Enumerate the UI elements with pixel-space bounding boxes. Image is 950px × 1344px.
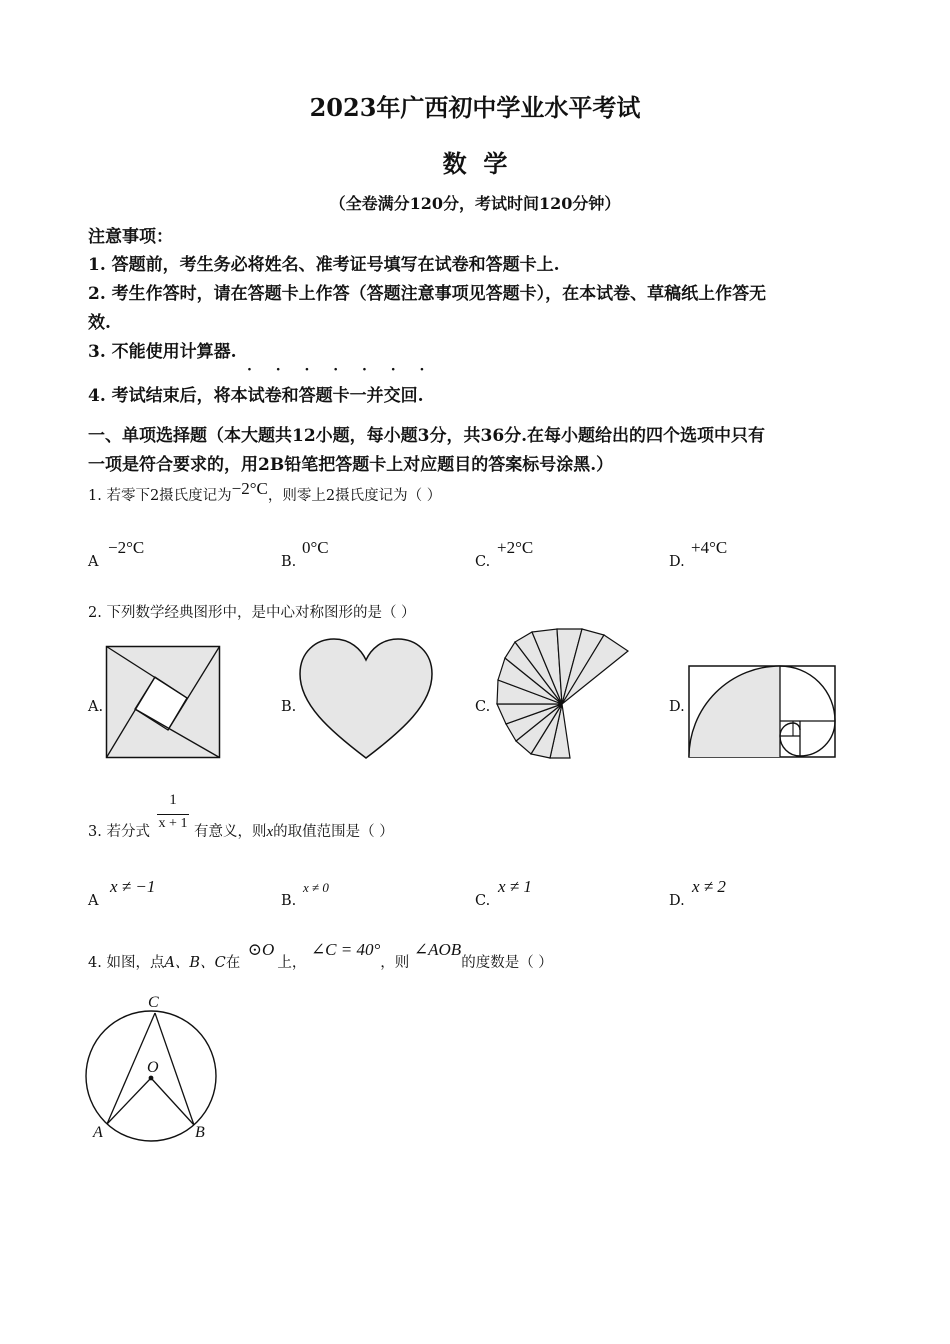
q1-text-a: 1. 若零下2摄氏度记为: [88, 488, 232, 504]
exam-meta: （全卷满分120分，考试时间120分钟）: [329, 194, 621, 213]
q2-figure-b-heart[interactable]: [299, 638, 433, 760]
q1-math: −2°C: [231, 479, 268, 498]
q3-option-c-value: x ≠ 1: [498, 877, 532, 896]
q4-text-c: 上，: [277, 955, 307, 971]
q4-circle-symbol: ⊙O: [247, 940, 275, 959]
q4-text-d: ，则: [380, 955, 410, 971]
q4-angle-aob: ∠AOB: [413, 940, 462, 959]
emphasis-dots: · · · · · · ·: [247, 362, 434, 378]
q2-figure-c-spiral[interactable]: [494, 628, 634, 762]
q3-option-a-letter[interactable]: A: [88, 893, 99, 909]
q3-fraction-denominator: x + 1: [158, 816, 188, 831]
section-heading-line2: 一项是符合要求的，用2B铅笔把答题卡上对应题目的答案标号涂黑.）: [88, 455, 614, 475]
q3-stem-rest: [194, 820, 394, 841]
q2-option-c-letter[interactable]: C.: [475, 699, 491, 715]
q2-option-d-letter[interactable]: D.: [669, 699, 685, 715]
q2-figure-d-golden-spiral[interactable]: [688, 665, 836, 759]
q1-option-b-value: 0°C: [302, 538, 329, 557]
q1-option-c-value: +2°C: [497, 538, 534, 557]
note-item-1: 1. 答题前，考生务必将姓名、准考证号填写在试卷和答题卡上.: [88, 255, 560, 275]
note-item-4: 4. 考试结束后，将本试卷和答题卡一并交回.: [88, 386, 424, 406]
q1-option-a-letter[interactable]: A: [88, 554, 99, 570]
q1-option-c-letter[interactable]: C.: [475, 554, 491, 570]
note-item-3: 3. 不能使用计算器.: [88, 342, 237, 362]
q3-var: x: [266, 824, 274, 840]
subject-title: 数 学: [442, 149, 508, 178]
note-item-2: 2. 考生作答时，请在答题卡上作答（答题注意事项见答题卡），在本试卷、草稿纸上作答无: [88, 284, 767, 304]
q2-option-b-letter[interactable]: B.: [281, 699, 297, 715]
q4-label-o: O: [147, 1059, 159, 1076]
q4-label-c: C: [148, 994, 159, 1011]
q3-option-d-value: x ≠ 2: [692, 877, 726, 896]
q1-text-b: ，则零上2摄氏度记为（ ）: [267, 488, 442, 504]
q1-stem: [88, 479, 442, 505]
q3-option-b-letter[interactable]: B.: [281, 893, 297, 909]
q3-option-a-value: x ≠ −1: [110, 877, 156, 896]
q2-figure-a-pinwheel[interactable]: [106, 646, 220, 758]
q4-label-b: B: [195, 1124, 205, 1141]
q3-text-a: 3. 若分式: [88, 824, 150, 840]
q4-points: A、B、C: [164, 955, 226, 971]
q3-option-c-letter[interactable]: C.: [475, 893, 491, 909]
section-heading-line1: 一、单项选择题（本大题共12小题，每小题3分，共36分.在每小题给出的四个选项中只有: [88, 426, 766, 446]
q1-option-b-letter[interactable]: B.: [281, 554, 297, 570]
exam-title: 2023年广西初中学业水平考试: [309, 93, 641, 122]
q3-text-b: 有意义，则: [194, 824, 267, 840]
q3-fraction-numerator: 1: [169, 792, 177, 808]
q1-option-a-value: −2°C: [108, 538, 145, 557]
q2-option-a-letter[interactable]: A.: [88, 699, 104, 715]
q3-option-b-value: x ≠ 0: [303, 880, 329, 895]
q3-fraction-bar: [157, 814, 189, 815]
q4-angle-c: ∠C = 40°: [310, 940, 381, 959]
note-item-2-cont: 效.: [88, 313, 111, 333]
q3-text-c: 的取值范围是（ ）: [273, 824, 394, 840]
q1-option-d-value: +4°C: [691, 538, 728, 557]
q4-text-a: 4. 如图，点: [88, 955, 165, 971]
q3-option-d-letter[interactable]: D.: [669, 893, 685, 909]
notes-heading: 注意事项：: [88, 227, 173, 247]
q2-stem: 2. 下列数学经典图形中，是中心对称图形的是（ ）: [88, 605, 416, 621]
q4-label-a: A: [93, 1124, 103, 1141]
q4-stem: [88, 940, 553, 972]
q4-text-b: 在: [225, 955, 241, 971]
q1-option-d-letter[interactable]: D.: [669, 554, 685, 570]
q4-text-e: 的度数是（ ）: [461, 955, 553, 971]
